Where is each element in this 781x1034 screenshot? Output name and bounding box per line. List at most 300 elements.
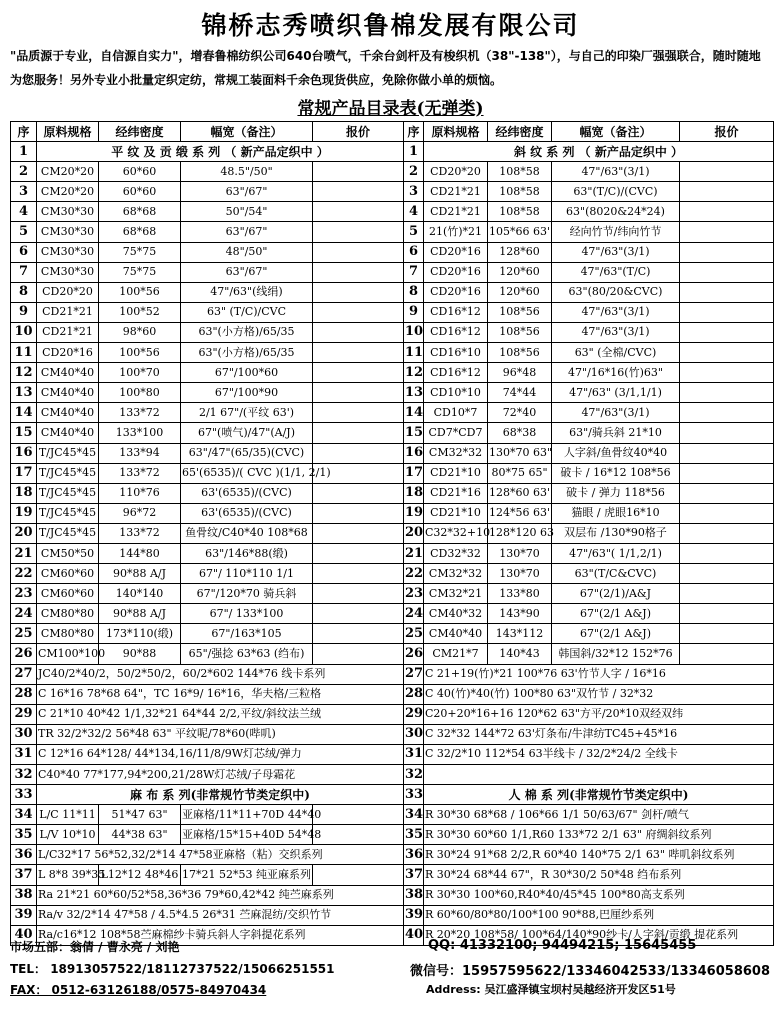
- price-cell: [313, 322, 404, 342]
- footer-wechat: 微信号：15957595622/13346042533/13346058608: [410, 964, 770, 979]
- product-spec: C 16*16 78*68 64"，TC 16*9/ 16*16，华夫格/三粒格: [37, 684, 404, 704]
- material-spec: 21(竹)*21: [424, 222, 488, 242]
- product-spec: [424, 765, 774, 785]
- row-number: 3: [404, 182, 424, 202]
- table-row: [11, 503, 774, 523]
- row-number: 27: [404, 664, 424, 684]
- price-cell: [680, 182, 774, 202]
- price-cell: [313, 182, 404, 202]
- price-cell: [680, 443, 774, 463]
- column-header: 经纬密度: [488, 122, 552, 142]
- price-cell: [313, 383, 404, 403]
- table-row: [11, 282, 774, 302]
- product-spec: Ra 21*21 60*60/52*58,36*36 79*60,42*42 纯苎麻系列: [37, 885, 404, 905]
- row-number: 24: [404, 604, 424, 624]
- row-number: 20: [11, 523, 37, 543]
- column-header: 序: [11, 122, 37, 142]
- product-spec: C20+20*16+16 120*62 63"方平/20*10双经双纬: [424, 704, 774, 724]
- row-number: 18: [11, 483, 37, 503]
- table-row: [11, 744, 774, 764]
- row-number: 5: [404, 222, 424, 242]
- material-spec: CD21*16: [424, 483, 488, 503]
- width-note: 67"(2/1 A&J): [552, 604, 680, 624]
- row-number: 29: [11, 704, 37, 724]
- density: 120*60: [488, 262, 552, 282]
- width-note: 67"/100*60: [181, 363, 313, 383]
- table-row: [11, 162, 774, 182]
- density: 68*68: [99, 202, 181, 222]
- row-number: 8: [11, 282, 37, 302]
- row-number: 29: [404, 704, 424, 724]
- width-note: 67"/120*70 骑兵斜: [181, 584, 313, 604]
- price-cell: [680, 383, 774, 403]
- material-spec: CM40*40: [37, 423, 99, 443]
- price-cell: [313, 443, 404, 463]
- row-number: 28: [404, 684, 424, 704]
- price-cell: [313, 282, 404, 302]
- section-header: 平 纹 及 贡 缎 系 列 （ 新产品定织中 ）: [37, 142, 404, 162]
- table-row: [11, 483, 774, 503]
- material-spec: CD16*10: [424, 343, 488, 363]
- table-row: [11, 564, 774, 584]
- material-spec: CD21*10: [424, 503, 488, 523]
- row-number: 18: [404, 483, 424, 503]
- table-row: [11, 343, 774, 363]
- material-spec: CM20*20: [37, 182, 99, 202]
- density: 108*58: [488, 162, 552, 182]
- width-note: 63"/骑兵斜 21*10: [552, 423, 680, 443]
- table-row: [11, 624, 774, 644]
- company-intro: "品质源于专业，自信源自实力"，增春鲁棉纺织公司640台喷气，千余台剑杆及有梭织机（38"-138"），与自己的印染厂强强联合，随时随地为您服务！另外专业小批量定织定纺，常规工装面料千余色现货供应，免除你做小单的烦恼。: [10, 49, 761, 87]
- price-cell: [313, 564, 404, 584]
- width-note: 67"/ 133*100: [181, 604, 313, 624]
- density: 128*60: [488, 242, 552, 262]
- price-cell: [313, 825, 404, 845]
- row-number: 40: [404, 925, 424, 945]
- row-number: 32: [404, 765, 424, 785]
- price-cell: [680, 363, 774, 383]
- density: 133*100: [99, 423, 181, 443]
- width-note: 47"/63" (3/1,1/1): [552, 383, 680, 403]
- row-number: 9: [11, 302, 37, 322]
- product-spec: R 30*24 91*68 2/2,R 60*40 140*75 2/1 63" 哔叽斜纹系列: [424, 845, 774, 865]
- material-spec: CD7*CD7: [424, 423, 488, 443]
- material-spec: CD21*21: [37, 322, 99, 342]
- footer-address: Address: 吴江盛泽镇宝坝村吴越经济开发区51号: [426, 983, 676, 996]
- product-spec: Ra/v 32/2*14 47*58 / 4.5*4.5 26*31 苎麻混纺/交织竹节: [37, 905, 404, 925]
- row-number: 30: [404, 724, 424, 744]
- table-row: [11, 765, 774, 785]
- row-number: 11: [11, 343, 37, 363]
- width-note: 17*21 52*53 纯亚麻系列: [181, 865, 313, 885]
- width-note: 67"/100*90: [181, 383, 313, 403]
- column-header: 序: [404, 122, 424, 142]
- table-row: [11, 704, 774, 724]
- table-row: [11, 885, 774, 905]
- row-number: 27: [11, 664, 37, 684]
- density: 108*56: [488, 343, 552, 363]
- material-spec: CM60*60: [37, 564, 99, 584]
- material-spec: T/JC45*45: [37, 483, 99, 503]
- row-number: 25: [11, 624, 37, 644]
- material-spec: CM21*7: [424, 644, 488, 664]
- material-spec: CD20*20: [424, 162, 488, 182]
- column-header: 报价: [313, 122, 404, 142]
- width-note: 鱼骨纹/C40*40 108*68: [181, 523, 313, 543]
- row-number: 22: [11, 564, 37, 584]
- price-cell: [680, 322, 774, 342]
- price-cell: [313, 222, 404, 242]
- material-spec: CD21*10: [424, 463, 488, 483]
- price-cell: [680, 262, 774, 282]
- density: 90*88 A/J: [99, 564, 181, 584]
- price-cell: [680, 403, 774, 423]
- density: 108*58: [488, 202, 552, 222]
- table-row: [11, 664, 774, 684]
- row-number: 31: [404, 744, 424, 764]
- table-row: [11, 443, 774, 463]
- price-cell: [313, 343, 404, 363]
- price-cell: [680, 564, 774, 584]
- row-number: 38: [404, 885, 424, 905]
- table-row: [11, 383, 774, 403]
- row-number: 4: [404, 202, 424, 222]
- material-spec: CM30*30: [37, 202, 99, 222]
- material-spec: CD20*16: [37, 343, 99, 363]
- density: 80*75 65": [488, 463, 552, 483]
- material-spec: CM40*40: [37, 383, 99, 403]
- row-number: 1: [404, 142, 424, 162]
- price-cell: [680, 463, 774, 483]
- column-header: 幅宽（备注）: [552, 122, 680, 142]
- density: 100*56: [99, 282, 181, 302]
- price-cell: [313, 363, 404, 383]
- width-note: 63"(T/C)/(CVC): [552, 182, 680, 202]
- table-row: [11, 463, 774, 483]
- price-cell: [680, 222, 774, 242]
- material-spec: CM80*80: [37, 604, 99, 624]
- price-cell: [313, 644, 404, 664]
- material-spec: CD20*16: [424, 262, 488, 282]
- product-spec: R 30*30 68*68 / 106*66 1/1 50/63/67" 剑杆/喷气: [424, 805, 774, 825]
- width-note: 65"/强捻 63*63 (绉布): [181, 644, 313, 664]
- material-spec: CM50*50: [37, 543, 99, 563]
- table-row: [11, 222, 774, 242]
- density: 143*90: [488, 604, 552, 624]
- row-number: 34: [404, 805, 424, 825]
- density: 100*80: [99, 383, 181, 403]
- row-number: 37: [404, 865, 424, 885]
- width-note: 经向竹节/纬向竹节: [552, 222, 680, 242]
- table-row: [11, 805, 774, 825]
- product-spec: C 40(竹)*40(竹) 100*80 63"双竹节 / 32*32: [424, 684, 774, 704]
- density: 133*72: [99, 403, 181, 423]
- density: 124*56 63': [488, 503, 552, 523]
- row-number: 31: [11, 744, 37, 764]
- row-number: 20: [404, 523, 424, 543]
- price-cell: [313, 162, 404, 182]
- material-spec: CM40*32: [424, 604, 488, 624]
- price-cell: [313, 805, 404, 825]
- price-cell: [313, 543, 404, 563]
- density: 108*56: [488, 302, 552, 322]
- price-cell: [680, 523, 774, 543]
- width-note: 67"(2/1)/A&J: [552, 584, 680, 604]
- table-row: [11, 905, 774, 925]
- product-spec: R 30*24 68*44 67"，R 30*30/2 50*48 绉布系列: [424, 865, 774, 885]
- section-header: 麻 布 系 列(非常规竹节类定织中): [37, 785, 404, 805]
- row-number: 33: [11, 785, 37, 805]
- width-note: 47"/63"( 1/1,2/1): [552, 543, 680, 563]
- width-note: 63"(80/20&CVC): [552, 282, 680, 302]
- density: 108*58: [488, 182, 552, 202]
- row-number: 16: [11, 443, 37, 463]
- price-cell: [313, 242, 404, 262]
- row-number: 6: [11, 242, 37, 262]
- footer-row-3: [10, 981, 773, 1001]
- density: 100*56: [99, 343, 181, 363]
- material-spec: CM40*40: [424, 624, 488, 644]
- row-number: 16: [404, 443, 424, 463]
- width-note: 63" (全棉/CVC): [552, 343, 680, 363]
- material-spec: CM32*32: [424, 564, 488, 584]
- row-number: 21: [11, 543, 37, 563]
- material-spec: CM80*80: [37, 624, 99, 644]
- product-spec: L/C32*17 56*52,32/2*14 47*58亚麻格（粘）交织系列: [37, 845, 404, 865]
- price-cell: [313, 584, 404, 604]
- column-header: 经纬密度: [99, 122, 181, 142]
- row-number: 32: [11, 765, 37, 785]
- width-note: 63'(6535)/(CVC): [181, 503, 313, 523]
- row-number: 39: [404, 905, 424, 925]
- density: 173*110(缎): [99, 624, 181, 644]
- width-note: 67"(喷气)/47"(A/J): [181, 423, 313, 443]
- material-spec: T/JC45*45: [37, 463, 99, 483]
- row-number: 23: [404, 584, 424, 604]
- width-note: 67"/ 110*110 1/1: [181, 564, 313, 584]
- row-number: 3: [11, 182, 37, 202]
- price-cell: [313, 483, 404, 503]
- row-number: 40: [11, 925, 37, 945]
- width-note: 63'(6535)/(CVC): [181, 483, 313, 503]
- material-spec: CM32*32: [424, 443, 488, 463]
- material-spec: CD16*12: [424, 302, 488, 322]
- width-note: 63"(小方格)/65/35: [181, 343, 313, 363]
- row-number: 19: [11, 503, 37, 523]
- material-spec: L 8*8 39*35: [37, 865, 99, 885]
- width-note: 47"/63"(3/1): [552, 162, 680, 182]
- material-spec: CM20*20: [37, 162, 99, 182]
- density: 133*72: [99, 463, 181, 483]
- row-number: 14: [404, 403, 424, 423]
- catalog-subtitle: [0, 94, 781, 119]
- density: L12*12 48*46: [99, 865, 181, 885]
- table-row: [11, 523, 774, 543]
- row-number: 28: [11, 684, 37, 704]
- product-spec: C 21*10 40*42 1/1,32*21 64*44 2/2,平纹/斜纹法兰绒: [37, 704, 404, 724]
- column-header: 原料规格: [37, 122, 99, 142]
- footer-qq: QQ: 41332100; 94494215; 15645455: [428, 938, 697, 953]
- width-note: 50"/54": [181, 202, 313, 222]
- width-note: 63"/67": [181, 222, 313, 242]
- row-number: 36: [11, 845, 37, 865]
- width-note: 人字斜/鱼骨纹40*40: [552, 443, 680, 463]
- density: 133*94: [99, 443, 181, 463]
- density: 44*38 63": [99, 825, 181, 845]
- density: 75*75: [99, 242, 181, 262]
- width-note: 47"/63"(3/1): [552, 403, 680, 423]
- material-spec: T/JC45*45: [37, 523, 99, 543]
- product-spec: JC40/2*40/2，50/2*50/2，60/2*602 144*76 线卡系列: [37, 664, 404, 684]
- product-spec: R 30*30 100*60,R40*40/45*45 100*80高支系列: [424, 885, 774, 905]
- density: 140*140: [99, 584, 181, 604]
- row-number: 30: [11, 724, 37, 744]
- price-cell: [680, 282, 774, 302]
- product-catalog-table: [10, 121, 774, 946]
- material-spec: CD21*21: [37, 302, 99, 322]
- material-spec: C32*32+10: [424, 523, 488, 543]
- price-cell: [680, 604, 774, 624]
- density: 75*75: [99, 262, 181, 282]
- table-row: [11, 845, 774, 865]
- material-spec: L/V 10*10: [37, 825, 99, 845]
- material-spec: CM40*40: [37, 403, 99, 423]
- footer-row-2: [10, 960, 773, 980]
- product-spec: TR 32/2*32/2 56*48 63" 平纹呢/78*60(哔叽): [37, 724, 404, 744]
- width-note: 63"/67": [181, 262, 313, 282]
- row-number: 19: [404, 503, 424, 523]
- price-cell: [313, 403, 404, 423]
- price-cell: [680, 343, 774, 363]
- product-spec: C 32*32 144*72 63'灯条布/牛津纺TC45+45*16: [424, 724, 774, 744]
- width-note: 63"/67": [181, 182, 313, 202]
- table-row: [11, 182, 774, 202]
- density: 96*48: [488, 363, 552, 383]
- price-cell: [680, 423, 774, 443]
- column-header: 幅宽（备注）: [181, 122, 313, 142]
- row-number: 9: [404, 302, 424, 322]
- price-cell: [680, 644, 774, 664]
- row-number: 33: [404, 785, 424, 805]
- row-number: 26: [11, 644, 37, 664]
- width-note: 韩国斜/32*12 152*76: [552, 644, 680, 664]
- footer-fax: FAX： 0512-63126188/0575-84970434: [10, 983, 267, 997]
- row-number: 10: [404, 322, 424, 342]
- row-number: 26: [404, 644, 424, 664]
- density: 128*60 63': [488, 483, 552, 503]
- material-spec: L/C 11*11: [37, 805, 99, 825]
- row-number: 35: [404, 825, 424, 845]
- row-number: 2: [404, 162, 424, 182]
- material-spec: T/JC45*45: [37, 443, 99, 463]
- table-row: [11, 865, 774, 885]
- row-number: 23: [11, 584, 37, 604]
- material-spec: CD20*20: [37, 282, 99, 302]
- density: 100*70: [99, 363, 181, 383]
- material-spec: CM30*30: [37, 222, 99, 242]
- material-spec: CD21*21: [424, 182, 488, 202]
- footer-contact: 市场五部：翁倩 / 曹永亮 / 刘艳: [10, 940, 180, 954]
- material-spec: T/JC45*45: [37, 503, 99, 523]
- density: 144*80: [99, 543, 181, 563]
- product-spec: R 20*20 108*58/ 100*64/140*90纱卡/人字斜/贡缎 提花系列: [424, 925, 774, 945]
- table-row: [11, 785, 774, 805]
- density: 133*72: [99, 523, 181, 543]
- company-title: 锦桥志秀喷织鲁棉发展有限公司: [201, 11, 580, 40]
- density: 98*60: [99, 322, 181, 342]
- product-spec: R 30*30 60*60 1/1,R60 133*72 2/1 63" 府绸斜纹系列: [424, 825, 774, 845]
- width-note: 亚麻格/15*15+40D 54*48: [181, 825, 313, 845]
- row-number: 12: [11, 363, 37, 383]
- density: 133*80: [488, 584, 552, 604]
- table-row: [11, 403, 774, 423]
- density: 68*68: [99, 222, 181, 242]
- price-cell: [313, 604, 404, 624]
- price-cell: [313, 423, 404, 443]
- footer-tel: TEL： 18913057522/18112737522/15066251551: [10, 962, 335, 976]
- catalog-subtitle-text: 常规产品目录表(无弹类): [297, 99, 484, 119]
- table-row: [11, 644, 774, 664]
- table-row: [11, 242, 774, 262]
- price-cell: [313, 503, 404, 523]
- product-spec: R 60*60/80*80/100*100 90*88,巴厘纱系列: [424, 905, 774, 925]
- width-note: 48.5"/50": [181, 162, 313, 182]
- row-number: 17: [404, 463, 424, 483]
- density: 72*40: [488, 403, 552, 423]
- width-note: 亚麻格/11*11+70D 44*40: [181, 805, 313, 825]
- table-row: [11, 202, 774, 222]
- density: 130*70: [488, 543, 552, 563]
- row-number: 4: [11, 202, 37, 222]
- row-number: 13: [404, 383, 424, 403]
- width-note: 63"(小方格)/65/35: [181, 322, 313, 342]
- width-note: 63"(T/C&CVC): [552, 564, 680, 584]
- density: 105*66 63': [488, 222, 552, 242]
- row-number: 22: [404, 564, 424, 584]
- density: 120*60: [488, 282, 552, 302]
- material-spec: CD16*12: [424, 322, 488, 342]
- width-note: 破卡 / 弹力 118*56: [552, 483, 680, 503]
- width-note: 双层布 /130*90格子: [552, 523, 680, 543]
- product-spec: C 21+19(竹)*21 100*76 63'竹节人字 / 16*16: [424, 664, 774, 684]
- material-spec: CM100*100: [37, 644, 99, 664]
- row-number: 34: [11, 805, 37, 825]
- width-note: 猫眼 / 虎眼16*10: [552, 503, 680, 523]
- width-note: 48"/50": [181, 242, 313, 262]
- table-row: [11, 684, 774, 704]
- section-header: 斜 纹 系 列 （ 新产品定织中 ）: [424, 142, 774, 162]
- price-cell: [680, 503, 774, 523]
- table-row: [11, 724, 774, 744]
- price-cell: [680, 162, 774, 182]
- price-cell: [313, 202, 404, 222]
- row-number: 15: [404, 423, 424, 443]
- width-note: 47"/63"(T/C): [552, 262, 680, 282]
- width-note: 2/1 67"/(平纹 63'): [181, 403, 313, 423]
- material-spec: CD20*16: [424, 242, 488, 262]
- width-note: 67"(2/1 A&J): [552, 624, 680, 644]
- row-number: 7: [11, 262, 37, 282]
- density: 143*112: [488, 624, 552, 644]
- row-number: 37: [11, 865, 37, 885]
- row-number: 21: [404, 543, 424, 563]
- row-number: 5: [11, 222, 37, 242]
- row-number: 36: [404, 845, 424, 865]
- row-number: 14: [11, 403, 37, 423]
- density: 74*44: [488, 383, 552, 403]
- density: 130*70: [488, 564, 552, 584]
- table-row: [11, 142, 774, 162]
